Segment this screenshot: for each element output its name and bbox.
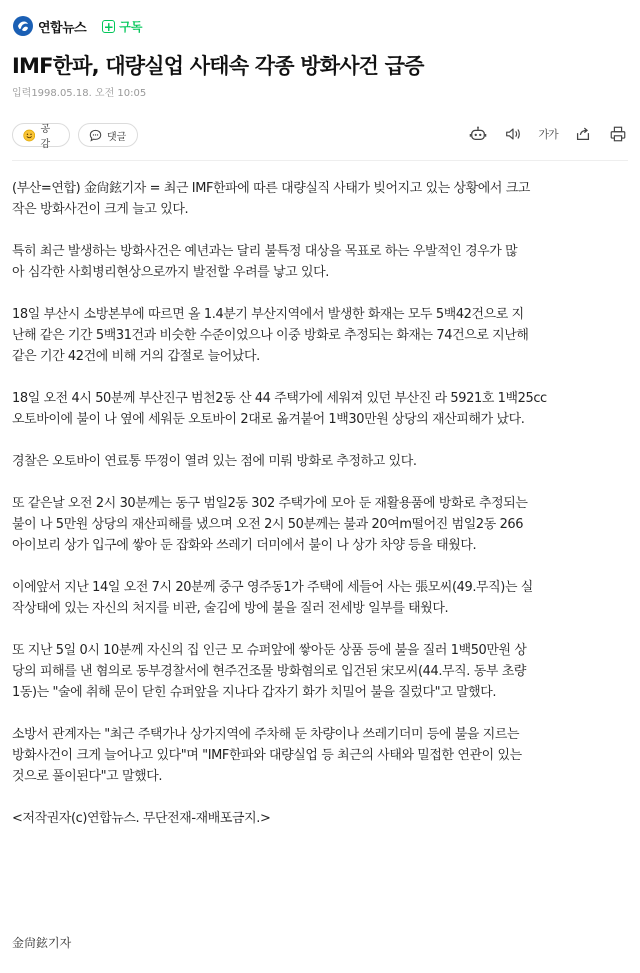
yonhap-logo-icon	[12, 15, 34, 37]
print-icon	[609, 125, 627, 143]
subscribe-label: 구독	[119, 19, 143, 34]
article-paragraph	[12, 178, 630, 220]
comment-button[interactable]	[78, 123, 138, 147]
font-size-icon: 가가	[538, 128, 558, 141]
paragraph-line: 경찰은 오토바이 연료통 뚜껑이 열려 있는 점에 미뤄 방화로 추정하고 있다.	[12, 454, 417, 469]
smile-icon	[23, 129, 35, 142]
article-paragraph	[12, 304, 630, 367]
article-paragraph	[12, 640, 630, 703]
press-logo[interactable]	[12, 15, 86, 37]
paragraph-line: 아 심각한 사회병리현상으로까지 발전할 우려를 낳고 있다.	[12, 265, 329, 280]
empathy-button[interactable]	[12, 123, 70, 150]
share-icon	[574, 125, 592, 143]
paragraph-line: 특히 최근 발생하는 방화사건은 예년과는 달리 불특정 대상을 목표로 하는 우발적인 경우가 많	[12, 244, 518, 259]
article-paragraph	[12, 493, 630, 556]
article-title: IMF한파, 대량실업 사태속 각종 방화사건 급증	[12, 54, 424, 78]
article-paragraph	[12, 577, 630, 619]
divider	[12, 160, 628, 161]
share-button[interactable]	[573, 124, 593, 144]
article-paragraph	[12, 388, 630, 430]
paragraph-line: 난해 같은 기간 5백31건과 비슷한 수준이었으나 이중 방화로 추정되는 화재는 74건으로 지난해	[12, 328, 529, 343]
audio-icon	[504, 125, 522, 143]
subscribe-button[interactable]	[102, 18, 142, 35]
summary-bot-icon	[469, 125, 487, 143]
empathy-label: 공감	[40, 124, 51, 150]
paragraph-line: 당의 피해를 낸 혐의로 동부경찰서에 현주건조물 방화혐의로 입건된 宋모씨(44.무직. 동부 초량	[12, 664, 526, 679]
audio-button[interactable]	[503, 124, 523, 144]
paragraph-line: 오토바이에 불이 나 옆에 세워둔 오토바이 2대로 옮겨붙어 1백30만원 상당의 재산피해가 났다.	[12, 412, 525, 427]
article-paragraph	[12, 808, 630, 829]
article-paragraph	[12, 451, 630, 472]
press-name: 연합뉴스	[38, 20, 87, 36]
paragraph-line: 또 같은날 오전 2시 30분께는 동구 범일2동 302 주택가에 모아 둔 재활용품에 방화로 추정되는	[12, 496, 528, 511]
paragraph-line: 이에앞서 지난 14일 오전 7시 20분께 중구 영주동1가 주택에 세들어 사는 張모씨(49.무직)는 실	[12, 580, 533, 595]
comment-label: 댓글	[107, 131, 127, 143]
paragraph-line: 작은 방화사건이 크게 늘고 있다.	[12, 202, 189, 217]
paragraph-line: 18일 오전 4시 50분께 부산진구 범천2동 산 44 주택가에 세워져 있던 부산진 라 5921호 1백25cc	[12, 391, 547, 406]
font-size-button[interactable]	[538, 124, 558, 144]
article-body	[12, 178, 630, 829]
paragraph-line: 방화사건이 크게 늘어나고 있다"며 "IMF한파와 대량실업 등 최근의 사태와 밀접한 연관이 있는	[12, 748, 522, 763]
paragraph-line: (부산=연합) 金尙鉉기자 = 최근 IMF한파에 따른 대량실직 사태가 빚어지고 있는 상황에서 크고	[12, 181, 531, 196]
article-tools	[453, 124, 628, 144]
print-button[interactable]	[608, 124, 628, 144]
comment-icon	[89, 129, 102, 142]
paragraph-line: 18일 부산시 소방본부에 따르면 올 1.4분기 부산지역에서 발생한 화재는 모두 5백42건으로 지	[12, 307, 524, 322]
paragraph-line: 같은 기간 42건에 비해 거의 갑절로 늘어났다.	[12, 349, 260, 364]
article-paragraph	[12, 241, 630, 283]
paragraph-line: 작상태에 있는 자신의 처지를 비관, 술김에 방에 불을 질러 전세방 일부를 태웠다.	[12, 601, 449, 616]
top-bar	[12, 12, 142, 40]
article-paragraph	[12, 724, 630, 787]
paragraph-line: 것으로 풀이된다"고 말했다.	[12, 769, 163, 784]
action-bar	[12, 123, 628, 149]
plus-icon: +	[103, 19, 114, 34]
reporter-byline: 金尙鉉기자	[12, 936, 72, 950]
paragraph-line: <저작권자(c)연합뉴스. 무단전재-재배포금지.>	[12, 811, 271, 826]
paragraph-line: 1동)는 "술에 취해 문이 닫힌 슈퍼앞을 지나다 갑자기 화가 치밀어 불을 질렀다"고 말했다.	[12, 685, 497, 700]
summary-bot-button[interactable]	[468, 124, 488, 144]
paragraph-line: 소방서 관계자는 "최근 주택가나 상가지역에 주차해 둔 차량이나 쓰레기더미 등에 불을 지르는	[12, 727, 520, 742]
paragraph-line: 불이 나 5만원 상당의 재산피해를 냈으며 오전 2시 50분께는 불과 20여m떨어진 범일2동 266	[12, 517, 524, 532]
paragraph-line: 아이보리 상가 입구에 쌓아 둔 잡화와 쓰레기 더미에서 불이 나 상가 차양 등을 태웠다.	[12, 538, 477, 553]
paragraph-line: 또 지난 5일 0시 10분께 자신의 집 인근 모 슈퍼앞에 쌓아둔 상품 등에 불을 질러 1백50만원 상	[12, 643, 527, 658]
publish-date: 입력1998.05.18. 오전 10:05	[12, 88, 147, 99]
